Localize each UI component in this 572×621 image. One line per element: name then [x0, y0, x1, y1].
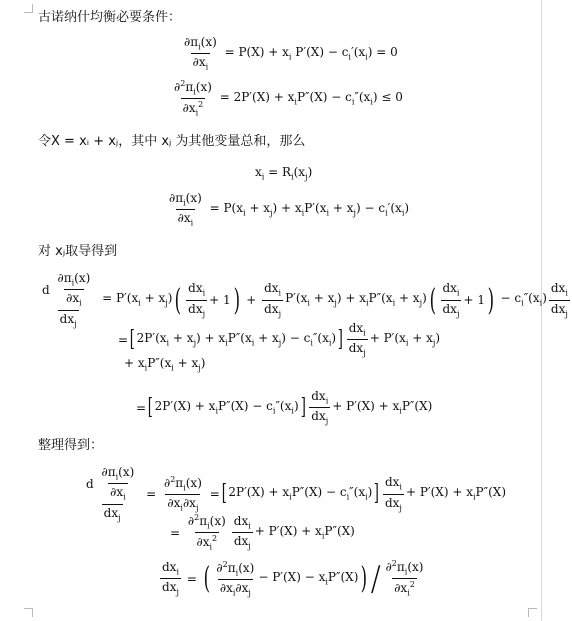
equation-cross-partial-2: = $\frac{\partial^2\pi_i(x)}{\partial x_i^2}$ $\frac{dx_i}{dx_j}$ + $P'(X) + x_iP''(X)$ — [170, 513, 355, 552]
equation-collected-cont: + $x_iP''(x_i + x_j)$ — [124, 356, 206, 373]
equation-soc: $\frac{\partial^2\pi_i(x)}{\partial x_i^2}$ = $2P'(X) + x_iP''(X) - c_i''(x_i) \le 0$ — [174, 79, 403, 118]
derivative-text: 对 xⱼ取导得到 — [38, 244, 118, 259]
equation-total-derivative: d $\frac{\partial\pi_i(x)}{\partial x_i}$ $dx_j$ = $P'(x_i + x_j)$ ( $\frac{dx_i}{dx_j}$ + 1 ) + $\frac{dx_i}{dx_j}$ $P'(x_i + x_j) + x_iP''(x_i + x_j)$ ( $\frac{dx_i}{dx_j}$ + 1 ) − $c_i''(x_i)$ $\frac{dx_i}{dx_j}$ — [42, 271, 568, 329]
substitution-text: 令X = xᵢ + xⱼ，其中 xⱼ 为其他变量总和，那么 — [38, 134, 306, 149]
equation-cross-partial: d $\frac{\partial\pi_i(x)}{\partial x_i}$ $dx_j$ = $\frac{\partial^2\pi_i(x)}{\partial x_i\partial x_j}$ = [ $2P'(X) + x_iP''(X) - c_i''(x_i)$ ] $\frac{dx_i}{dx_j}$ + $P'(X) + x_iP''(X)$ — [86, 465, 507, 523]
simplified-text: 整理得到： — [38, 438, 104, 453]
page-corner-mark — [528, 608, 537, 617]
equation-foc-expanded: $\frac{\partial\pi_i(x)}{\partial x_i}$ = $P(x_i + x_j) + x_iP'(x_i + x_j) - c_i'(x_i)$ — [169, 191, 410, 228]
equation-foc: $\frac{\partial\pi_i(x)}{\partial x_i}$ = $P(X) + x_i$ $P'(X) - c_i'(x_i) = 0$ — [184, 35, 398, 72]
page-corner-mark — [24, 608, 33, 617]
page-corner-mark — [24, 4, 33, 13]
equation-collected: = [ $2P'(x_i + x_j) + x_iP''(x_i + x_j) - c_i''(x_i)$ ] $\frac{dx_i}{dx_j}$ + $P'(x_i + x_j)$ — [118, 321, 441, 358]
equation-reaction: $x_i = R_i(x_j)$ — [255, 165, 313, 182]
equation-collected-x: = [ $2P'(X) + x_iP''(X) - c_i''(x_i)$ ] $\frac{dx_i}{dx_j}$ + $P'(X) + x_iP''(X)$ — [136, 389, 433, 426]
equation-slope: $\frac{dx_i}{dx_j}$ = ( $\frac{\partial^2\pi_i(x)}{\partial x_i\partial x_j}$ − $P'(X) - x_iP''(X)$ ) / $\frac{\partial^2\pi_i(x)}{\partial x_i^2}$ — [162, 558, 424, 599]
heading-condition: 古诺纳什均衡必要条件： — [38, 10, 182, 25]
